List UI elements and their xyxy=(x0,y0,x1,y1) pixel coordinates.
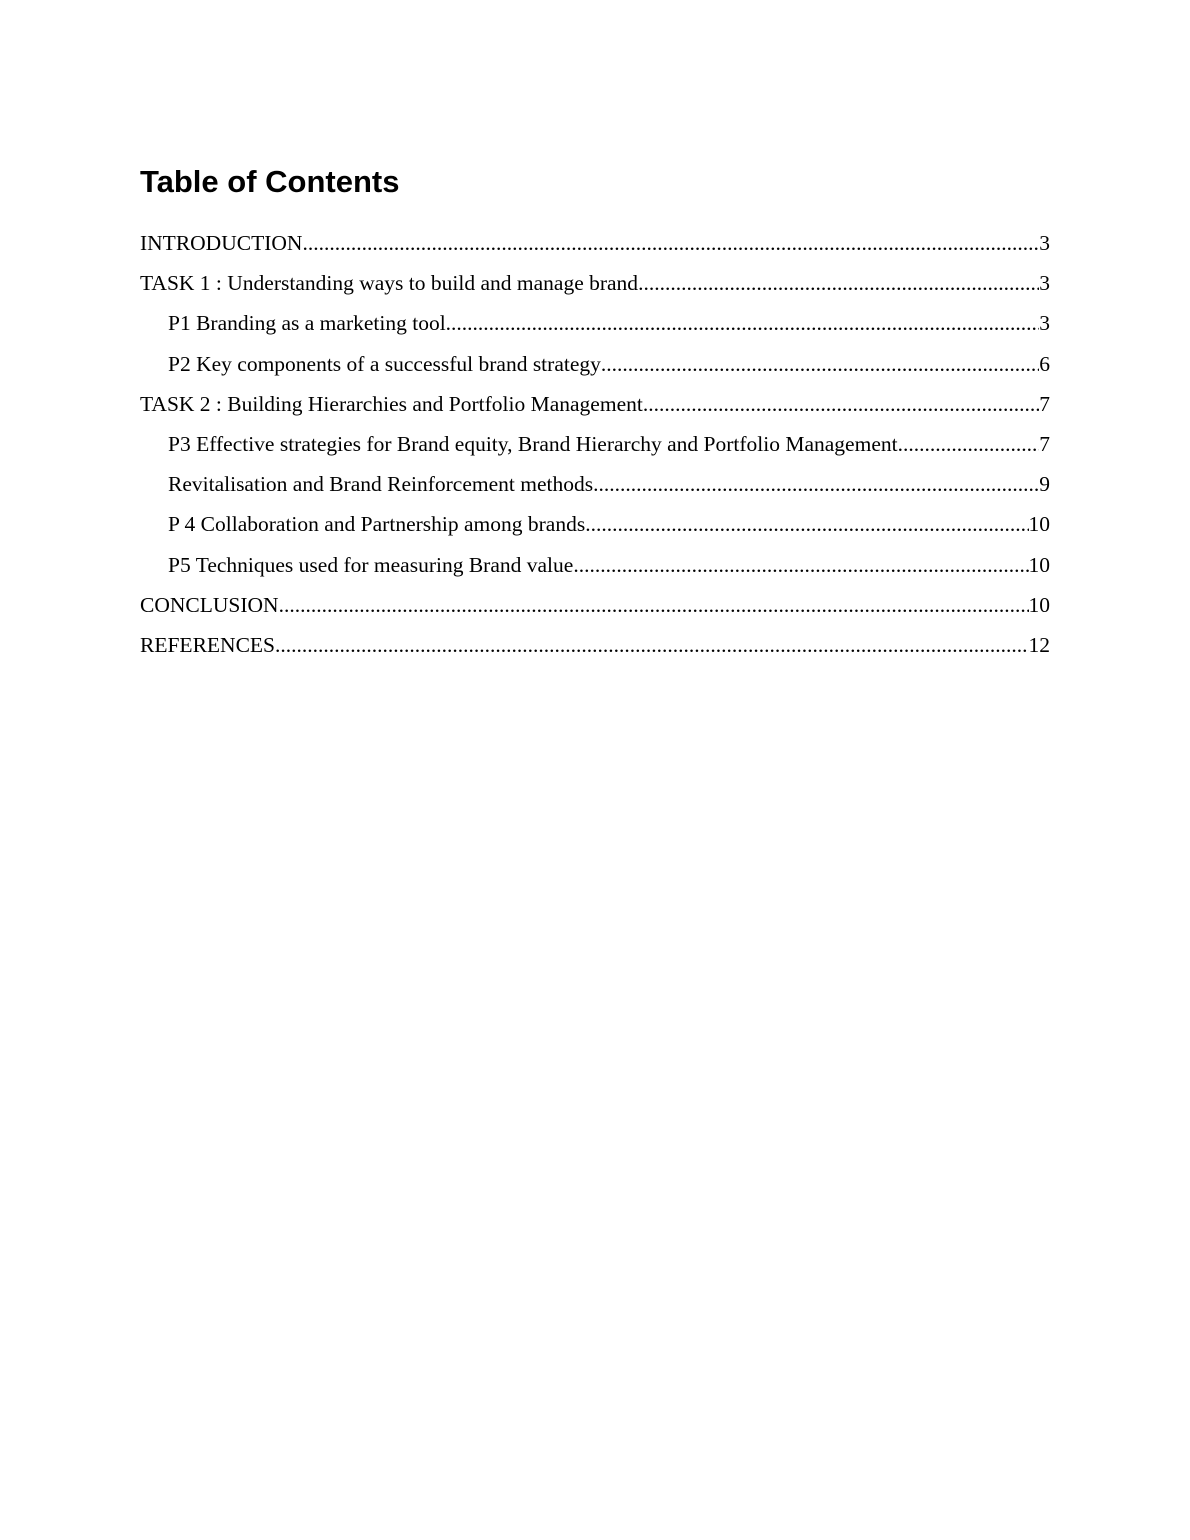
toc-entry-text: Revitalisation and Brand Reinforcement methods xyxy=(168,472,594,497)
toc-entry-conclusion[interactable] xyxy=(140,590,1050,630)
toc-entry-introduction[interactable] xyxy=(140,228,1050,268)
toc-entry-page: 6 xyxy=(1039,351,1050,376)
dot-leader xyxy=(302,228,1039,258)
toc-entry-text: P3 Effective strategies for Brand equity, Brand Hierarchy and Portfolio Management xyxy=(168,431,898,456)
dot-leader xyxy=(573,550,1028,580)
toc-entry-page: 10 xyxy=(1028,512,1050,537)
toc-entry-revitalisation[interactable] xyxy=(140,469,1050,509)
dot-leader xyxy=(638,268,1039,298)
toc-entry-text: P 4 Collaboration and Partnership among brands xyxy=(168,512,586,537)
toc-entry-text: P2 Key components of a successful brand strategy xyxy=(168,351,601,376)
dot-leader xyxy=(643,389,1039,419)
toc-entry-text: CONCLUSION xyxy=(140,592,279,617)
dot-leader xyxy=(446,308,1040,338)
toc-entry-page: 10 xyxy=(1028,552,1050,577)
toc-entry-task-2[interactable] xyxy=(140,389,1050,429)
toc-entry-page: 3 xyxy=(1039,311,1050,336)
toc-entry-text: TASK 1 : Understanding ways to build and manage brand xyxy=(140,271,639,296)
dot-leader xyxy=(593,469,1039,499)
toc-entry-p5[interactable] xyxy=(140,550,1050,590)
toc-list xyxy=(140,228,1050,670)
toc-entry-text: P1 Branding as a marketing tool xyxy=(168,311,446,336)
toc-entry-p3[interactable] xyxy=(140,429,1050,469)
toc-entry-page: 9 xyxy=(1039,472,1050,497)
toc-entry-page: 7 xyxy=(1039,431,1050,456)
dot-leader xyxy=(898,429,1040,459)
toc-entry-p1[interactable] xyxy=(140,308,1050,348)
toc-entry-page: 10 xyxy=(1028,592,1050,617)
toc-entry-page: 7 xyxy=(1039,391,1050,416)
toc-entry-task-1[interactable] xyxy=(140,268,1050,308)
toc-entry-p2[interactable] xyxy=(140,349,1050,389)
toc-entry-text: INTRODUCTION xyxy=(140,231,303,255)
toc-entry-text: REFERENCES xyxy=(140,632,275,657)
toc-entry-page: 12 xyxy=(1028,632,1050,657)
dot-leader xyxy=(279,590,1029,620)
toc-entry-page: 3 xyxy=(1039,271,1050,296)
toc-entry-p4[interactable] xyxy=(140,509,1050,549)
dot-leader xyxy=(275,630,1029,660)
toc-entry-text: P5 Techniques used for measuring Brand value xyxy=(168,552,574,577)
dot-leader xyxy=(601,349,1039,379)
toc-entry-page: 3 xyxy=(1039,231,1050,255)
dot-leader xyxy=(585,509,1028,539)
toc-title: Table of Contents xyxy=(140,164,400,199)
toc-entry-text: TASK 2 : Building Hierarchies and Portfolio Management xyxy=(140,391,643,416)
toc-entry-references[interactable] xyxy=(140,630,1050,670)
